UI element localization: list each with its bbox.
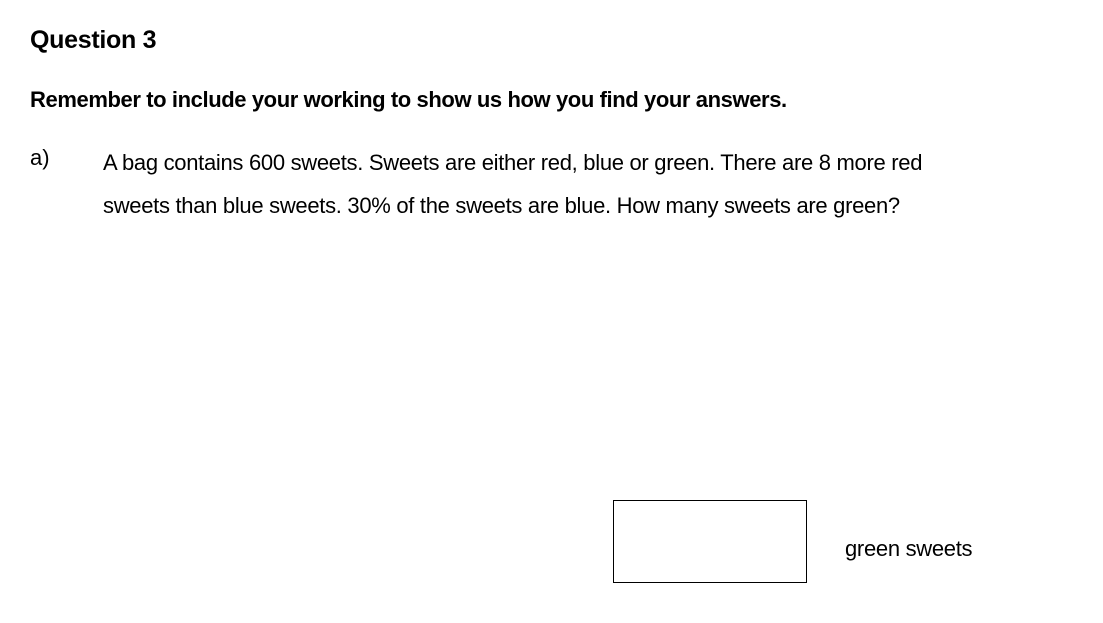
part-a-label: a) <box>30 145 50 170</box>
answer-box[interactable] <box>613 500 807 583</box>
instruction-text: Remember to include your working to show us how you find your answers. <box>30 87 787 112</box>
question-title: Question 3 <box>30 26 157 54</box>
question-line-2: sweets than blue sweets. 30% of the sweets are blue. How many sweets are green? <box>103 193 900 218</box>
part-a-question <box>103 141 983 227</box>
question-line-1: A bag contains 600 sweets. Sweets are either red, blue or green. There are 8 more red <box>103 150 923 175</box>
answer-unit-label: green sweets <box>845 536 973 561</box>
